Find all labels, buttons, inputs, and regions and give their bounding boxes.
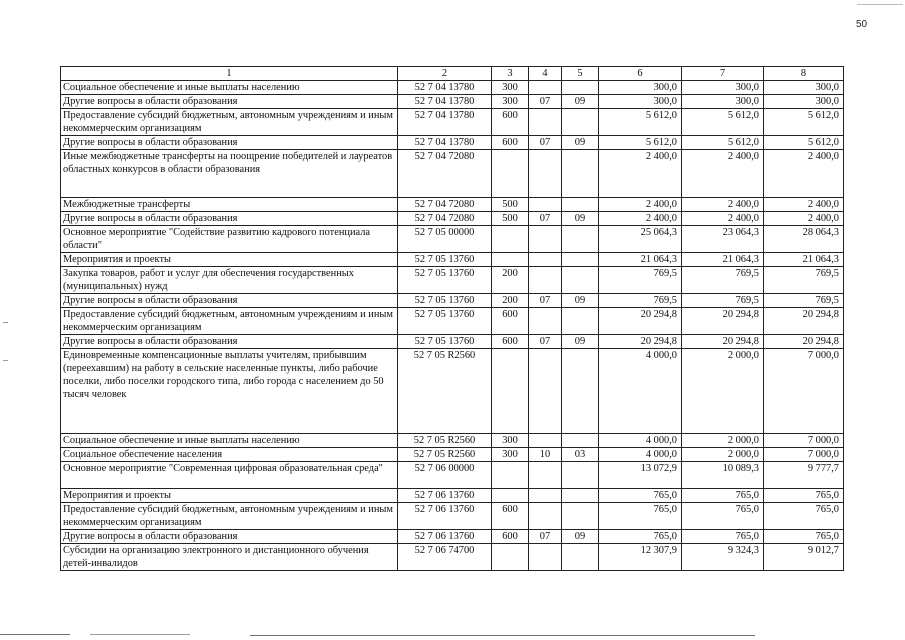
- item-name-cell: Социальное обеспечение и иные выплаты населению: [61, 434, 398, 448]
- table-row: [61, 294, 844, 308]
- amount-year3-cell: 9 012,7: [764, 544, 844, 571]
- section-cell: [529, 462, 562, 489]
- expense-type-cell: 600: [492, 136, 529, 150]
- section-cell: [529, 198, 562, 212]
- subsection-cell: [562, 81, 599, 95]
- table-row: [61, 136, 844, 150]
- amount-year3-cell: 5 612,0: [764, 136, 844, 150]
- budget-code-cell: 52 7 05 13760: [398, 294, 492, 308]
- budget-code-cell: 52 7 06 13760: [398, 489, 492, 503]
- amount-year1-cell: 21 064,3: [599, 253, 682, 267]
- amount-year3-cell: 2 400,0: [764, 212, 844, 226]
- subsection-cell: [562, 150, 599, 198]
- budget-code-cell: 52 7 04 13780: [398, 136, 492, 150]
- budget-code-cell: 52 7 04 72080: [398, 212, 492, 226]
- subsection-cell: 09: [562, 530, 599, 544]
- amount-year1-cell: 5 612,0: [599, 136, 682, 150]
- subsection-cell: 09: [562, 212, 599, 226]
- amount-year1-cell: 765,0: [599, 530, 682, 544]
- expense-type-cell: [492, 462, 529, 489]
- section-cell: 07: [529, 136, 562, 150]
- table-row: [61, 335, 844, 349]
- expense-type-cell: [492, 489, 529, 503]
- amount-year1-cell: 5 612,0: [599, 109, 682, 136]
- amount-year3-cell: 769,5: [764, 294, 844, 308]
- scan-artifact-line: [250, 635, 755, 636]
- expense-type-cell: 300: [492, 95, 529, 109]
- table-row: [61, 308, 844, 335]
- subsection-cell: [562, 544, 599, 571]
- expense-type-cell: 500: [492, 198, 529, 212]
- amount-year2-cell: 2 000,0: [682, 349, 764, 434]
- amount-year2-cell: 5 612,0: [682, 136, 764, 150]
- amount-year3-cell: 765,0: [764, 530, 844, 544]
- amount-year1-cell: 765,0: [599, 503, 682, 530]
- budget-code-cell: 52 7 04 72080: [398, 198, 492, 212]
- item-name-cell: Другие вопросы в области образования: [61, 335, 398, 349]
- amount-year3-cell: 765,0: [764, 503, 844, 530]
- item-name-cell: Единовременные компенсационные выплаты учителям, прибывшим (переехавшим) на работу в сельские населенные пункты, либо рабочие поселки, либо поселки городского типа, либо города с населением до 50 тысяч человек: [61, 349, 398, 434]
- expense-type-cell: [492, 544, 529, 571]
- section-cell: [529, 308, 562, 335]
- table-row: [61, 253, 844, 267]
- item-name-cell: Предоставление субсидий бюджетным, автономным учреждениям и иным некоммерческим организациям: [61, 109, 398, 136]
- item-name-cell: Мероприятия и проекты: [61, 489, 398, 503]
- subsection-cell: [562, 308, 599, 335]
- budget-table: [60, 66, 844, 571]
- subsection-cell: [562, 349, 599, 434]
- amount-year2-cell: 20 294,8: [682, 308, 764, 335]
- amount-year1-cell: 13 072,9: [599, 462, 682, 489]
- header-cell: 7: [682, 67, 764, 81]
- section-cell: [529, 267, 562, 294]
- subsection-cell: 09: [562, 95, 599, 109]
- section-cell: [529, 253, 562, 267]
- expense-type-cell: [492, 253, 529, 267]
- item-name-cell: Основное мероприятие "Содействие развитию кадрового потенциала области": [61, 226, 398, 253]
- subsection-cell: [562, 226, 599, 253]
- amount-year3-cell: 7 000,0: [764, 448, 844, 462]
- item-name-cell: Социальное обеспечение и иные выплаты населению: [61, 81, 398, 95]
- amount-year2-cell: 300,0: [682, 81, 764, 95]
- amount-year3-cell: 5 612,0: [764, 109, 844, 136]
- expense-type-cell: 600: [492, 530, 529, 544]
- section-cell: [529, 226, 562, 253]
- amount-year1-cell: 2 400,0: [599, 198, 682, 212]
- budget-code-cell: 52 7 04 13780: [398, 109, 492, 136]
- amount-year2-cell: 2 400,0: [682, 150, 764, 198]
- expense-type-cell: 200: [492, 294, 529, 308]
- subsection-cell: [562, 109, 599, 136]
- scan-artifact-line: [0, 634, 70, 635]
- amount-year3-cell: 300,0: [764, 95, 844, 109]
- subsection-cell: [562, 503, 599, 530]
- subsection-cell: [562, 489, 599, 503]
- budget-code-cell: 52 7 05 13760: [398, 267, 492, 294]
- table-row: [61, 81, 844, 95]
- amount-year1-cell: 765,0: [599, 489, 682, 503]
- section-cell: 10: [529, 448, 562, 462]
- subsection-cell: [562, 434, 599, 448]
- margin-tick: [3, 360, 8, 361]
- amount-year1-cell: 4 000,0: [599, 349, 682, 434]
- section-cell: [529, 544, 562, 571]
- budget-code-cell: 52 7 05 13760: [398, 335, 492, 349]
- item-name-cell: Субсидии на организацию электронного и дистанционного обучения детей-инвалидов: [61, 544, 398, 571]
- amount-year3-cell: 21 064,3: [764, 253, 844, 267]
- budget-code-cell: 52 7 06 13760: [398, 503, 492, 530]
- table-header-row: [61, 67, 844, 81]
- page-number: 50: [856, 19, 868, 30]
- expense-type-cell: 300: [492, 434, 529, 448]
- section-cell: [529, 489, 562, 503]
- header-cell: 3: [492, 67, 529, 81]
- expense-type-cell: 600: [492, 335, 529, 349]
- item-name-cell: Предоставление субсидий бюджетным, автономным учреждениям и иным некоммерческим организациям: [61, 503, 398, 530]
- amount-year3-cell: 765,0: [764, 489, 844, 503]
- amount-year2-cell: 2 400,0: [682, 212, 764, 226]
- subsection-cell: 09: [562, 294, 599, 308]
- amount-year3-cell: 300,0: [764, 81, 844, 95]
- budget-code-cell: 52 7 05 R2560: [398, 434, 492, 448]
- table-row: [61, 462, 844, 489]
- amount-year2-cell: 23 064,3: [682, 226, 764, 253]
- table-row: [61, 544, 844, 571]
- expense-type-cell: 600: [492, 308, 529, 335]
- amount-year1-cell: 4 000,0: [599, 448, 682, 462]
- table-row: [61, 448, 844, 462]
- budget-code-cell: 52 7 06 00000: [398, 462, 492, 489]
- item-name-cell: Основное мероприятие "Современная цифровая образовательная среда": [61, 462, 398, 489]
- item-name-cell: Другие вопросы в области образования: [61, 212, 398, 226]
- table-row: [61, 95, 844, 109]
- amount-year1-cell: 2 400,0: [599, 150, 682, 198]
- header-cell: 5: [562, 67, 599, 81]
- amount-year1-cell: 20 294,8: [599, 308, 682, 335]
- expense-type-cell: [492, 349, 529, 434]
- amount-year3-cell: 2 400,0: [764, 150, 844, 198]
- amount-year3-cell: 7 000,0: [764, 349, 844, 434]
- header-cell: 1: [61, 67, 398, 81]
- table-row: [61, 489, 844, 503]
- budget-code-cell: 52 7 04 72080: [398, 150, 492, 198]
- section-cell: [529, 109, 562, 136]
- amount-year2-cell: 769,5: [682, 267, 764, 294]
- amount-year3-cell: 7 000,0: [764, 434, 844, 448]
- item-name-cell: Межбюджетные трансферты: [61, 198, 398, 212]
- amount-year2-cell: 769,5: [682, 294, 764, 308]
- amount-year2-cell: 765,0: [682, 489, 764, 503]
- header-cell: 6: [599, 67, 682, 81]
- section-cell: 07: [529, 212, 562, 226]
- amount-year1-cell: 769,5: [599, 294, 682, 308]
- amount-year1-cell: 4 000,0: [599, 434, 682, 448]
- item-name-cell: Другие вопросы в области образования: [61, 294, 398, 308]
- item-name-cell: Социальное обеспечение населения: [61, 448, 398, 462]
- expense-type-cell: 600: [492, 109, 529, 136]
- expense-type-cell: 300: [492, 448, 529, 462]
- expense-type-cell: [492, 150, 529, 198]
- table-row: [61, 267, 844, 294]
- amount-year2-cell: 765,0: [682, 530, 764, 544]
- subsection-cell: [562, 198, 599, 212]
- subsection-cell: 09: [562, 335, 599, 349]
- table-row: [61, 212, 844, 226]
- margin-tick: [3, 322, 8, 323]
- section-cell: [529, 503, 562, 530]
- budget-code-cell: 52 7 04 13780: [398, 95, 492, 109]
- amount-year2-cell: 300,0: [682, 95, 764, 109]
- amount-year1-cell: 12 307,9: [599, 544, 682, 571]
- table-row: [61, 198, 844, 212]
- amount-year1-cell: 769,5: [599, 267, 682, 294]
- section-cell: [529, 150, 562, 198]
- amount-year1-cell: 300,0: [599, 81, 682, 95]
- section-cell: 07: [529, 294, 562, 308]
- budget-code-cell: 52 7 06 74700: [398, 544, 492, 571]
- scan-artifact-line: [90, 634, 190, 635]
- section-cell: 07: [529, 95, 562, 109]
- subsection-cell: 03: [562, 448, 599, 462]
- amount-year3-cell: 20 294,8: [764, 335, 844, 349]
- table-row: [61, 349, 844, 434]
- expense-type-cell: 300: [492, 81, 529, 95]
- budget-code-cell: 52 7 05 00000: [398, 226, 492, 253]
- amount-year1-cell: 2 400,0: [599, 212, 682, 226]
- subsection-cell: [562, 267, 599, 294]
- amount-year2-cell: 2 000,0: [682, 434, 764, 448]
- table-row: [61, 503, 844, 530]
- amount-year2-cell: 10 089,3: [682, 462, 764, 489]
- subsection-cell: [562, 462, 599, 489]
- amount-year2-cell: 2 000,0: [682, 448, 764, 462]
- item-name-cell: Другие вопросы в области образования: [61, 136, 398, 150]
- amount-year3-cell: 2 400,0: [764, 198, 844, 212]
- table-row: [61, 434, 844, 448]
- budget-code-cell: 52 7 05 13760: [398, 308, 492, 335]
- item-name-cell: Предоставление субсидий бюджетным, автономным учреждениям и иным некоммерческим организациям: [61, 308, 398, 335]
- header-cell: 4: [529, 67, 562, 81]
- budget-code-cell: 52 7 05 13760: [398, 253, 492, 267]
- section-cell: [529, 81, 562, 95]
- amount-year2-cell: 20 294,8: [682, 335, 764, 349]
- budget-code-cell: 52 7 06 13760: [398, 530, 492, 544]
- section-cell: [529, 434, 562, 448]
- table-row: [61, 530, 844, 544]
- amount-year1-cell: 20 294,8: [599, 335, 682, 349]
- item-name-cell: Иные межбюджетные трансферты на поощрение победителей и лауреатов областных конкурсов в области образования: [61, 150, 398, 198]
- amount-year3-cell: 20 294,8: [764, 308, 844, 335]
- budget-code-cell: 52 7 05 R2560: [398, 448, 492, 462]
- header-cell: 2: [398, 67, 492, 81]
- subsection-cell: [562, 253, 599, 267]
- section-cell: 07: [529, 530, 562, 544]
- amount-year2-cell: 21 064,3: [682, 253, 764, 267]
- amount-year1-cell: 25 064,3: [599, 226, 682, 253]
- amount-year2-cell: 5 612,0: [682, 109, 764, 136]
- item-name-cell: Другие вопросы в области образования: [61, 530, 398, 544]
- budget-code-cell: 52 7 05 R2560: [398, 349, 492, 434]
- expense-type-cell: 600: [492, 503, 529, 530]
- corner-mark: [857, 4, 903, 5]
- amount-year3-cell: 9 777,7: [764, 462, 844, 489]
- expense-type-cell: [492, 226, 529, 253]
- amount-year3-cell: 769,5: [764, 267, 844, 294]
- expense-type-cell: 500: [492, 212, 529, 226]
- table-row: [61, 226, 844, 253]
- table-row: [61, 109, 844, 136]
- item-name-cell: Закупка товаров, работ и услуг для обеспечения государственных (муниципальных) нужд: [61, 267, 398, 294]
- section-cell: 07: [529, 335, 562, 349]
- amount-year2-cell: 9 324,3: [682, 544, 764, 571]
- subsection-cell: 09: [562, 136, 599, 150]
- section-cell: [529, 349, 562, 434]
- amount-year1-cell: 300,0: [599, 95, 682, 109]
- budget-code-cell: 52 7 04 13780: [398, 81, 492, 95]
- item-name-cell: Другие вопросы в области образования: [61, 95, 398, 109]
- amount-year2-cell: 2 400,0: [682, 198, 764, 212]
- table-row: [61, 150, 844, 198]
- amount-year2-cell: 765,0: [682, 503, 764, 530]
- expense-type-cell: 200: [492, 267, 529, 294]
- item-name-cell: Мероприятия и проекты: [61, 253, 398, 267]
- amount-year3-cell: 28 064,3: [764, 226, 844, 253]
- header-cell: 8: [764, 67, 844, 81]
